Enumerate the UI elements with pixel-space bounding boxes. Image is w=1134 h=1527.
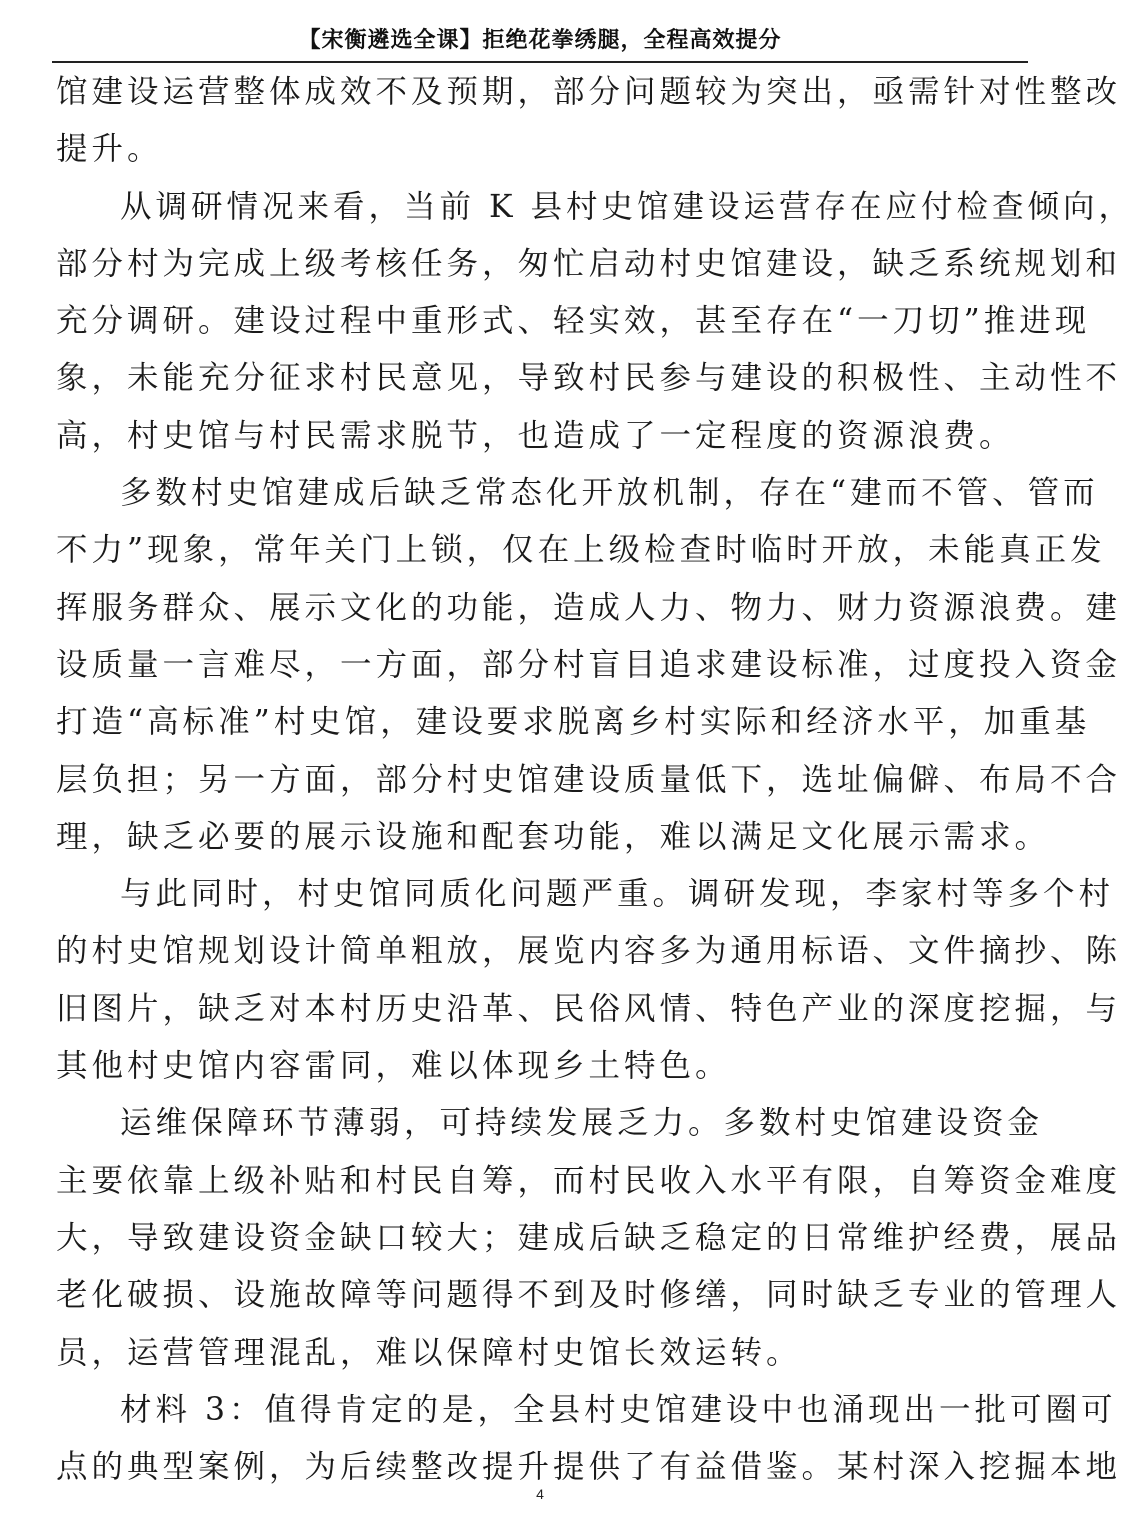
- text-line: 运维保障环节薄弱，可持续发展乏力。多数村史馆建设资金: [120, 1105, 1044, 1142]
- text-line: 理，缺乏必要的展示设施和配套功能，难以满足文化展示需求。: [56, 818, 1051, 855]
- text-line: 与此同时，村史馆同质化问题严重。调研发现，李家村等多个村: [120, 876, 1115, 913]
- text-line: 打造“高标准”村史馆，建设要求脱离乡村实际和经济水平，加重基: [56, 704, 1091, 741]
- text-line: 大，导致建设资金缺口较大；建成后缺乏稳定的日常维护经费，展品: [56, 1219, 1122, 1256]
- text-line: 员，运营管理混乱，难以保障村史馆长效运转。: [56, 1334, 802, 1371]
- body-text: [56, 64, 1134, 1496]
- text-line: 多数村史馆建成后缺乏常态化开放机制，存在“建而不管、管而: [120, 475, 1099, 512]
- text-line: 象，未能充分征求村民意见，导致村民参与建设的积极性、主动性不: [56, 360, 1122, 397]
- header-divider: [52, 61, 1028, 63]
- text-line: 馆建设运营整体成效不及预期，部分问题较为突出，亟需针对性整改: [56, 74, 1122, 110]
- text-line: 挥服务群众、展示文化的功能，造成人力、物力、财力资源浪费。建: [56, 589, 1122, 626]
- text-line: 材料 3：值得肯定的是，全县村史馆建设中也涌现出一批可圈可: [120, 1391, 1117, 1428]
- text-line: 其他村史馆内容雷同，难以体现乡土特色。: [56, 1048, 731, 1085]
- text-line: 从调研情况来看，当前 K 县村史馆建设运营存在应付检查倾向，: [120, 188, 1134, 225]
- page-header-title: 【宋衡遴选全课】拒绝花拳绣腿，全程高效提分: [298, 28, 782, 53]
- text-line: 的村史馆规划设计简单粗放，展览内容多为通用标语、文件摘抄、陈: [56, 933, 1122, 970]
- text-line: 提升。: [56, 131, 163, 168]
- text-line: 部分村为完成上级考核任务，匆忙启动村史馆建设，缺乏系统规划和: [56, 245, 1122, 282]
- text-line: 点的典型案例，为后续整改提升提供了有益借鉴。某村深入挖掘本地: [56, 1449, 1122, 1486]
- text-line: 旧图片，缺乏对本村历史沿革、民俗风情、特色产业的深度挖掘，与: [56, 990, 1122, 1027]
- page-number: 4: [536, 1486, 544, 1502]
- text-line: 不力”现象，常年关门上锁，仅在上级检查时临时开放，未能真正发: [56, 532, 1106, 569]
- text-line: 充分调研。建设过程中重形式、轻实效，甚至存在“一刀切”推进现: [56, 303, 1091, 340]
- text-line: 设质量一言难尽，一方面，部分村盲目追求建设标准，过度投入资金: [56, 646, 1122, 683]
- text-line: 主要依靠上级补贴和村民自筹，而村民收入水平有限，自筹资金难度: [56, 1162, 1122, 1199]
- text-line: 老化破损、设施故障等问题得不到及时修缮，同时缺乏专业的管理人: [56, 1277, 1122, 1314]
- text-line: 层负担；另一方面，部分村史馆建设质量低下，选址偏僻、布局不合: [56, 761, 1122, 798]
- text-line: 高，村史馆与村民需求脱节，也造成了一定程度的资源浪费。: [56, 417, 1015, 454]
